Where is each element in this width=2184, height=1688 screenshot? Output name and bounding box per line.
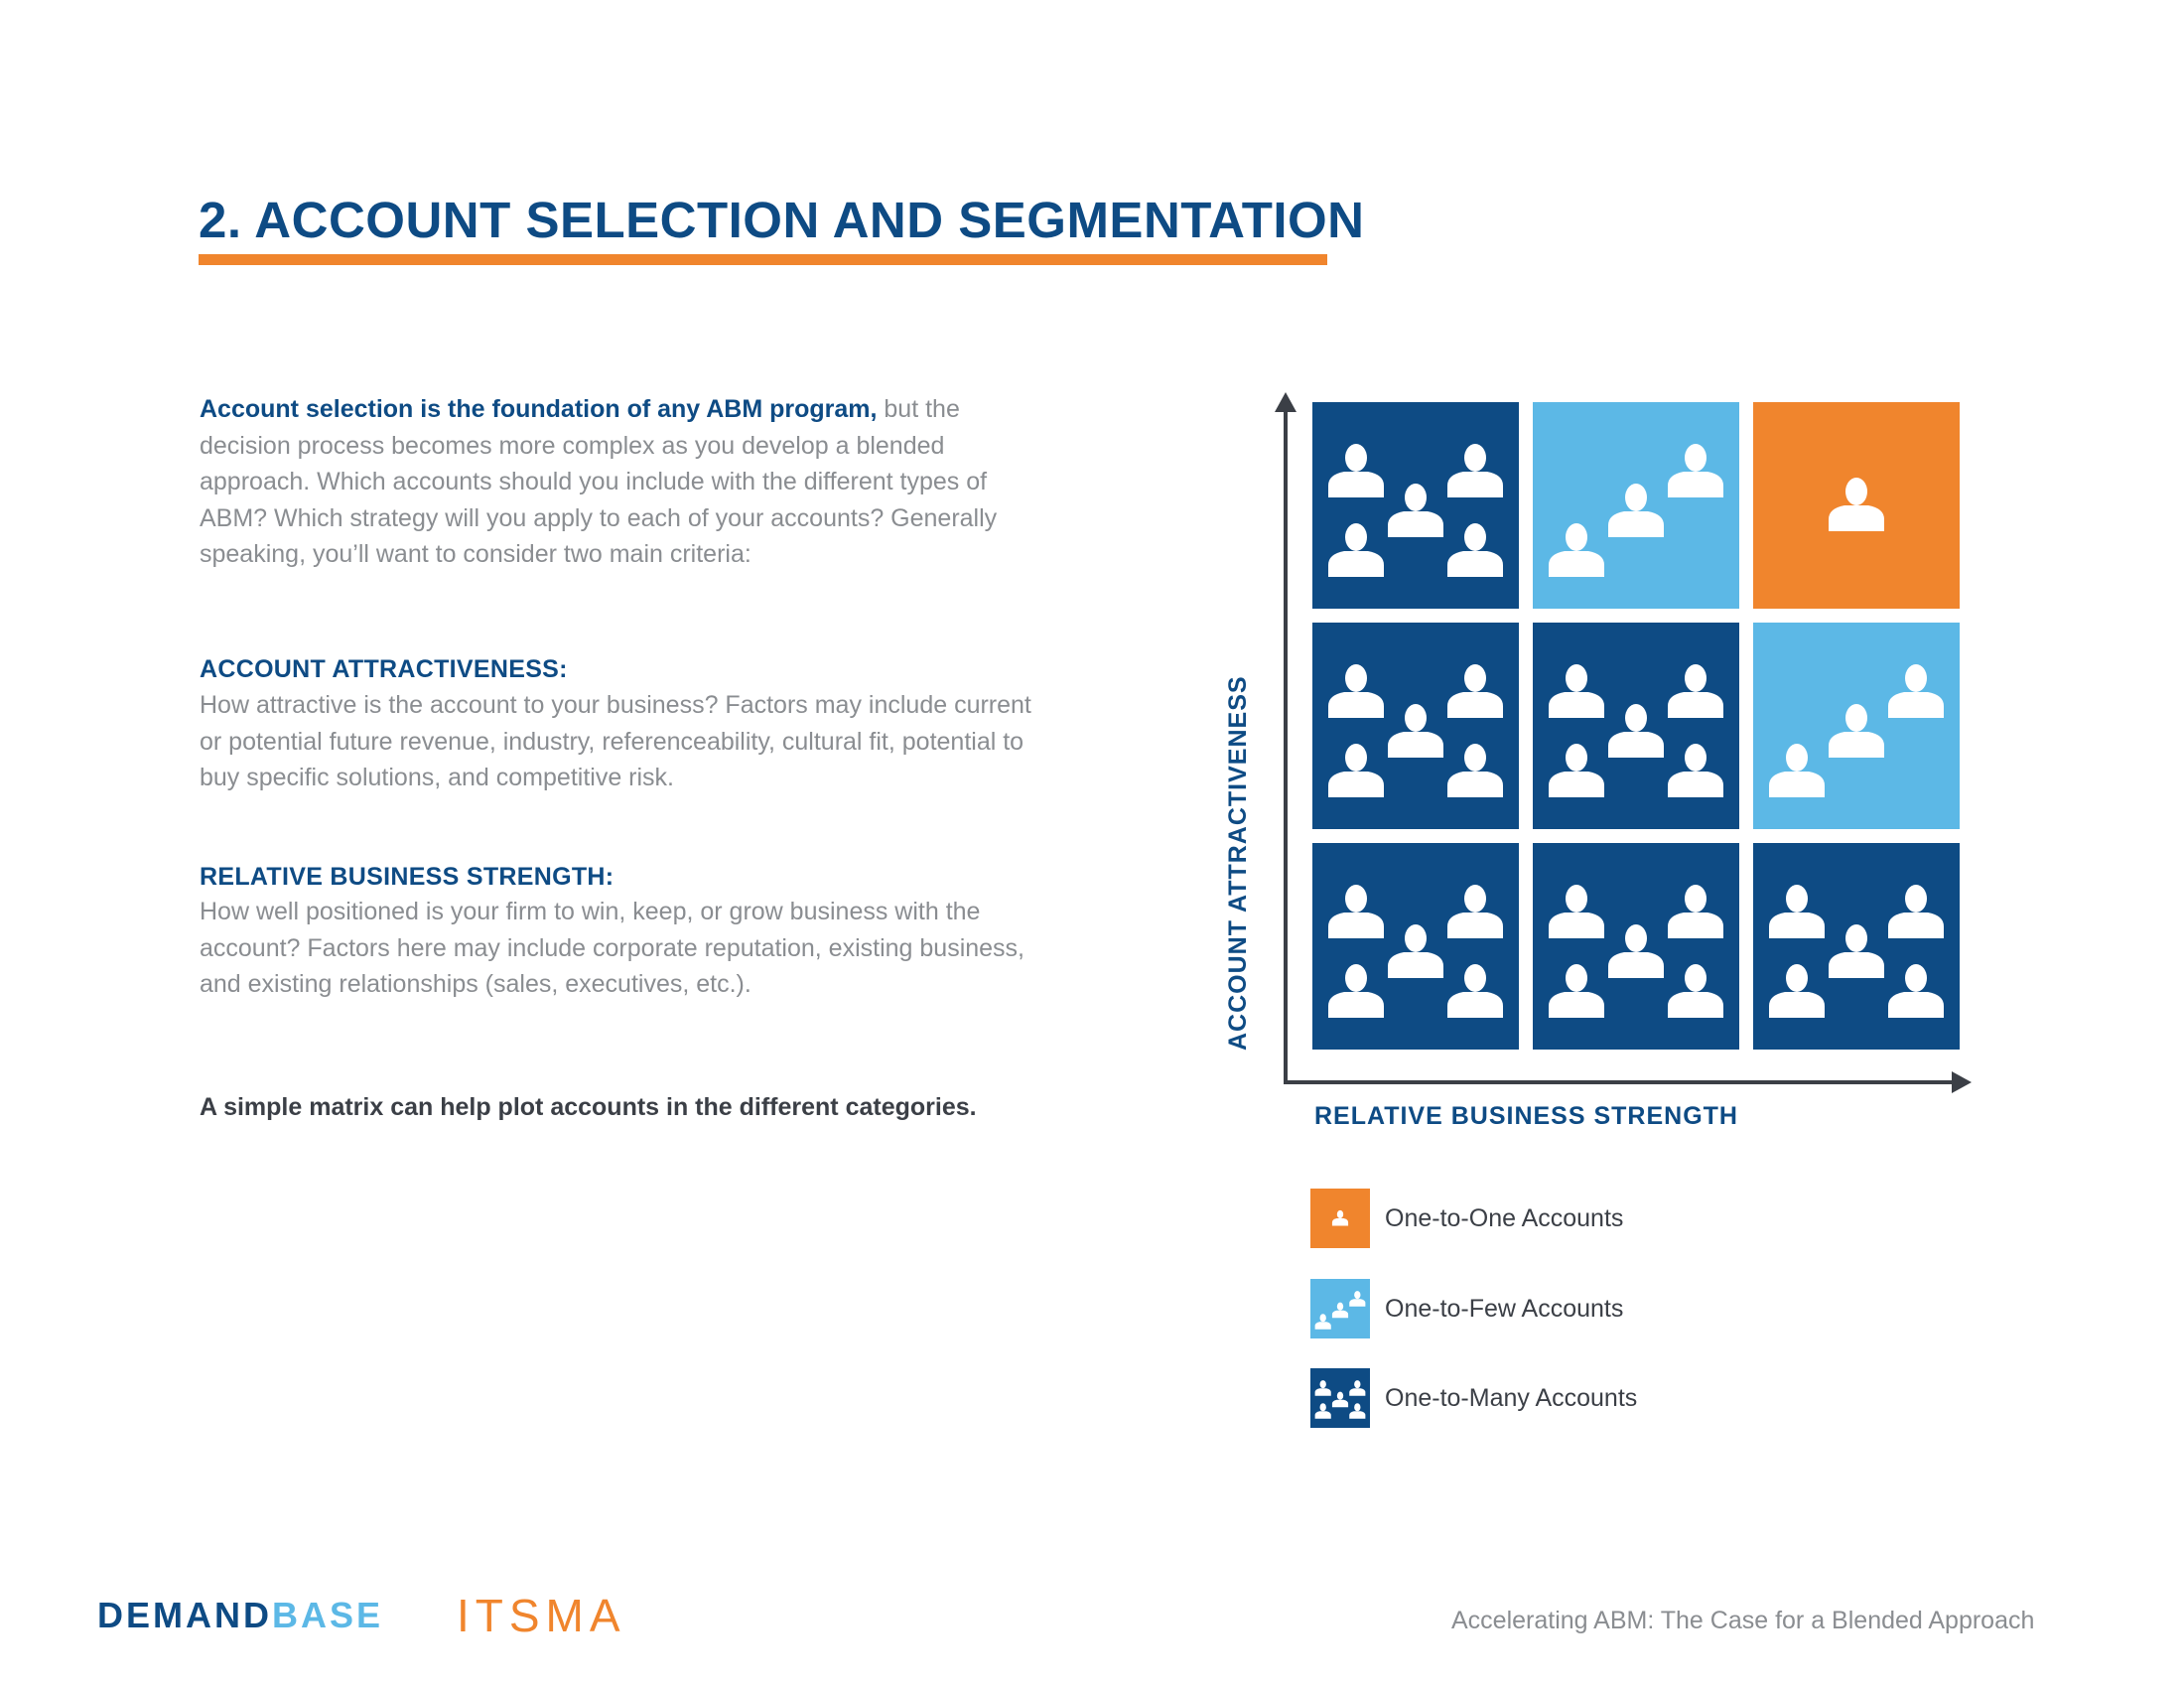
legend-swatch-one-to-one xyxy=(1310,1189,1370,1248)
x-axis-label: RELATIVE BUSINESS STRENGTH xyxy=(1314,1102,1738,1130)
legend-swatch-one-to-few xyxy=(1310,1279,1370,1338)
person-icon xyxy=(1888,964,1944,1018)
person-icon xyxy=(1549,885,1604,938)
intro-lead: Account selection is the foundation of any ABM program, xyxy=(200,395,878,423)
person-icon xyxy=(1388,924,1443,978)
person-icon xyxy=(1549,964,1604,1018)
person-icon xyxy=(1349,1291,1365,1307)
person-icon xyxy=(1328,444,1384,497)
person-icon xyxy=(1549,664,1604,718)
criterion-heading-strength: RELATIVE BUSINESS STRENGTH: xyxy=(200,863,614,891)
demandbase-logo: DEMANDBASE xyxy=(97,1595,384,1635)
person-icon xyxy=(1315,1314,1331,1330)
legend-label: One-to-One Accounts xyxy=(1385,1204,1624,1232)
itsma-logo: ITSMA xyxy=(457,1590,626,1641)
criterion-heading-attractiveness: ACCOUNT ATTRACTIVENESS: xyxy=(200,655,568,683)
person-icon xyxy=(1608,484,1664,537)
closing-statement: A simple matrix can help plot accounts in the different categories. xyxy=(200,1093,977,1121)
matrix-cell-one-to-many xyxy=(1533,623,1739,829)
person-icon xyxy=(1388,704,1443,758)
person-icon xyxy=(1608,924,1664,978)
person-icon xyxy=(1328,744,1384,797)
person-icon xyxy=(1447,523,1503,577)
person-icon xyxy=(1888,885,1944,938)
matrix-cell-one-to-many xyxy=(1312,623,1519,829)
person-icon xyxy=(1447,444,1503,497)
person-icon xyxy=(1829,924,1884,978)
legend-label: One-to-Few Accounts xyxy=(1385,1295,1624,1323)
person-icon xyxy=(1668,664,1723,718)
person-icon xyxy=(1668,744,1723,797)
legend-label: One-to-Many Accounts xyxy=(1385,1384,1638,1412)
person-icon xyxy=(1769,964,1825,1018)
intro-paragraph xyxy=(200,391,1053,573)
criterion-text-attractiveness: How attractive is the account to your business? Factors may include current or potential future revenue, industry, referenceability, cultural fit, potential to buy specific solutions, and competitive risk. xyxy=(200,691,1031,791)
person-icon xyxy=(1829,704,1884,758)
person-icon xyxy=(1549,523,1604,577)
document-title: Accelerating ABM: The Case for a Blended Approach xyxy=(1451,1607,2035,1634)
person-icon xyxy=(1332,1392,1348,1408)
person-icon xyxy=(1328,664,1384,718)
person-icon xyxy=(1315,1403,1331,1419)
legend-swatch-one-to-many xyxy=(1310,1368,1370,1428)
person-icon xyxy=(1332,1210,1348,1226)
title-underline xyxy=(199,254,1327,265)
matrix-cell-one-to-few xyxy=(1753,623,1960,829)
matrix-cell-one-to-many xyxy=(1312,843,1519,1050)
person-icon xyxy=(1769,885,1825,938)
person-icon xyxy=(1328,885,1384,938)
criterion-text-strength: How well positioned is your firm to win, keep, or grow business with the account? Factors here may include corporate reputation, existing business, and existing relationships (sales, executives, etc.). xyxy=(200,898,1025,998)
person-icon xyxy=(1829,478,1884,531)
person-icon xyxy=(1332,1303,1348,1319)
person-icon xyxy=(1328,964,1384,1018)
matrix-cell-one-to-many xyxy=(1312,402,1519,609)
person-icon xyxy=(1447,885,1503,938)
person-icon xyxy=(1447,664,1503,718)
intro-rest: but the decision process becomes more complex as you develop a blended approach. Which accounts should you include with the different types of ABM? Which strategy will you apply to each of your accounts? Generally speaking, you’ll want to consider two main criteria: xyxy=(200,395,998,568)
person-icon xyxy=(1769,744,1825,797)
person-icon xyxy=(1349,1403,1365,1419)
person-icon xyxy=(1388,484,1443,537)
person-icon xyxy=(1888,664,1944,718)
person-icon xyxy=(1447,744,1503,797)
person-icon xyxy=(1315,1380,1331,1396)
person-icon xyxy=(1608,704,1664,758)
person-icon xyxy=(1668,964,1723,1018)
matrix-cell-one-to-many xyxy=(1753,843,1960,1050)
page-title: 2. ACCOUNT SELECTION AND SEGMENTATION xyxy=(199,192,1365,248)
person-icon xyxy=(1668,444,1723,497)
person-icon xyxy=(1328,523,1384,577)
y-axis-label: ACCOUNT ATTRACTIVENESS xyxy=(1224,675,1252,1051)
matrix-cell-one-to-one xyxy=(1753,402,1960,609)
person-icon xyxy=(1668,885,1723,938)
person-icon xyxy=(1549,744,1604,797)
person-icon xyxy=(1349,1380,1365,1396)
person-icon xyxy=(1447,964,1503,1018)
matrix-cell-one-to-many xyxy=(1533,843,1739,1050)
matrix-cell-one-to-few xyxy=(1533,402,1739,609)
